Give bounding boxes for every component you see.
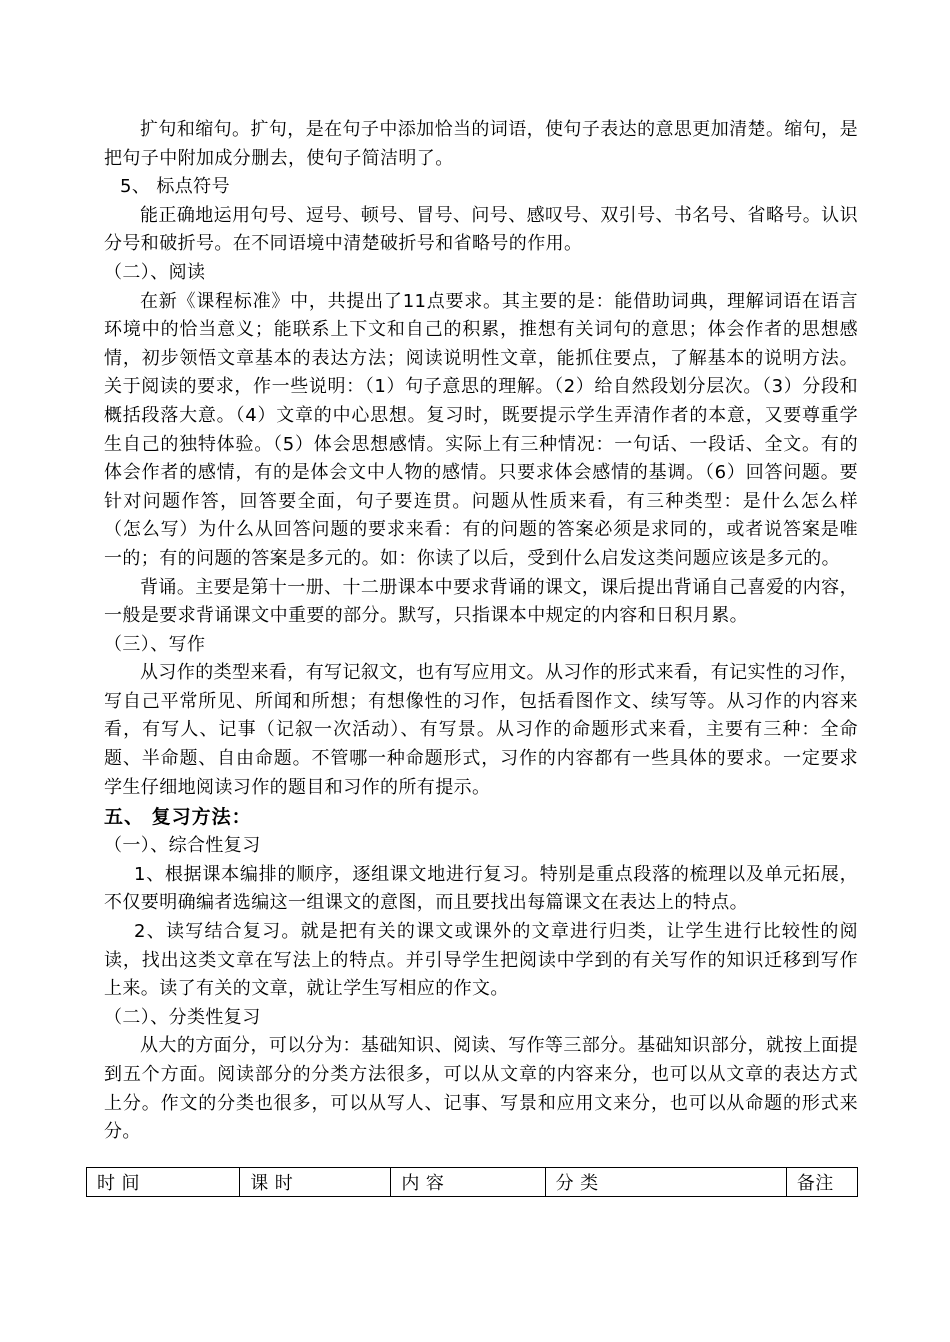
subheading-comprehensive-review: （一）、综合性复习 bbox=[104, 835, 261, 857]
header-content: 内 容 bbox=[391, 1168, 545, 1197]
subheading-categorized-review: （二）、分类性复习 bbox=[104, 1006, 261, 1028]
paragraph-punctuation: 能正确地运用句号、逗号、顿号、冒号、问号、感叹号、双引号、书名号、省略号。认识分号和破折号。在不同语境中清楚破折号和省略号的作用。 bbox=[104, 204, 858, 255]
paragraph-categorized-review: 从大的方面分，可以分为：基础知识、阅读、写作等三部分。基础知识部分，就按上面提到五个方面。阅读部分的分类方法很多，可以从文章的内容来分，也可以从文章的表达方式上分。作文的分类也很多，可以从写人、记事、写景和应用文来分，也可以从命题的形式来分。 bbox=[104, 1035, 858, 1143]
subheading-reading: （二）、阅读 bbox=[104, 261, 206, 283]
header-remarks: 备注 bbox=[786, 1168, 857, 1197]
paragraph-review-step-2: 2、读写结合复习。就是把有关的课文或课外的文章进行归类，让学生进行比较性的阅读，找出这类文章在写法上的特点。并引导学生把阅读中学到的有关写作的知识迁移到写作上来。读了有关的文章，就让学生写相应的作文。 bbox=[104, 921, 858, 1000]
header-period: 课 时 bbox=[240, 1168, 391, 1197]
schedule-table bbox=[86, 1167, 858, 1197]
header-time: 时 间 bbox=[87, 1168, 240, 1197]
section-heading-review-methods: 五、 复习方法： bbox=[104, 806, 252, 829]
table-header-row bbox=[87, 1168, 858, 1197]
paragraph-recitation: 背诵。主要是第十一册、十二册课本中要求背诵的课文，课后提出背诵自己喜爱的内容，一般是要求背诵课文中重要的部分。默写，只指课本中规定的内容和日积月累。 bbox=[104, 576, 858, 627]
paragraph-expand-contract: 扩句和缩句。扩句，是在句子中添加恰当的词语，使句子表达的意思更加清楚。缩句，是把句子中附加成分删去，使句子简洁明了。 bbox=[104, 119, 858, 169]
paragraph-reading-requirements: 在新《课程标准》中，共提出了11点要求。其主要的是：能借助词典，理解词语在语言环境中的恰当意义；能联系上下文和自己的积累，推想有关词句的意思；体会作者的思想感情，初步领悟文章基本的表达方法；阅读说明性文章，能抓住要点，了解基本的说明方法。关于阅读的要求，作一些说明：（1）句子意思的理解。（2）给自然段划分层次。（3）分段和概括段落大意。（4）文章的中心思想。复习时，既要提示学生弄清作者的本意，又要尊重学生自己的独特体验。（5）体会思想感情。实际上有三种情况：一句话、一段话、全文。有的体会作者的感情，有的是体会文中人物的感情。只要求体会感情的基调。（6）回答问题。要针对问题作答，回答要全面，句子要连贯。问题从性质来看，有三种类型：是什么怎么样（怎么写）为什么从回答问题的要求来看：有的问题的答案必须是求同的，或者说答案是唯一的；有的问题的答案是多元的。如：你读了以后，受到什么启发这类问题应该是多元的。 bbox=[104, 290, 858, 569]
header-category: 分 类 bbox=[545, 1168, 786, 1197]
document-body bbox=[104, 116, 858, 1147]
paragraph-review-step-1: 1、根据课本编排的顺序，逐组课文地进行复习。特别是重点段落的梳理以及单元拓展，不仅要明确编者选编这一组课文的意图，而且要找出每篇课文在表达上的特点。 bbox=[104, 863, 858, 914]
paragraph-writing: 从习作的类型来看，有写记叙文，也有写应用文。从习作的形式来看，有记实性的习作，写自己平常所见、所闻和所想；有想像性的习作，包括看图作文、续写等。从习作的内容来看，有写人、记事（记叙一次活动）、有写景。从习作的命题形式来看，主要有三种：全命题、半命题、自由命题。不管哪一种命题形式，习作的内容都有一些具体的要求。一定要求学生仔细地阅读习作的题目和习作的所有提示。 bbox=[104, 662, 858, 798]
item-punctuation-heading: 5、 标点符号 bbox=[120, 176, 230, 198]
subheading-writing: （三）、写作 bbox=[104, 633, 206, 655]
